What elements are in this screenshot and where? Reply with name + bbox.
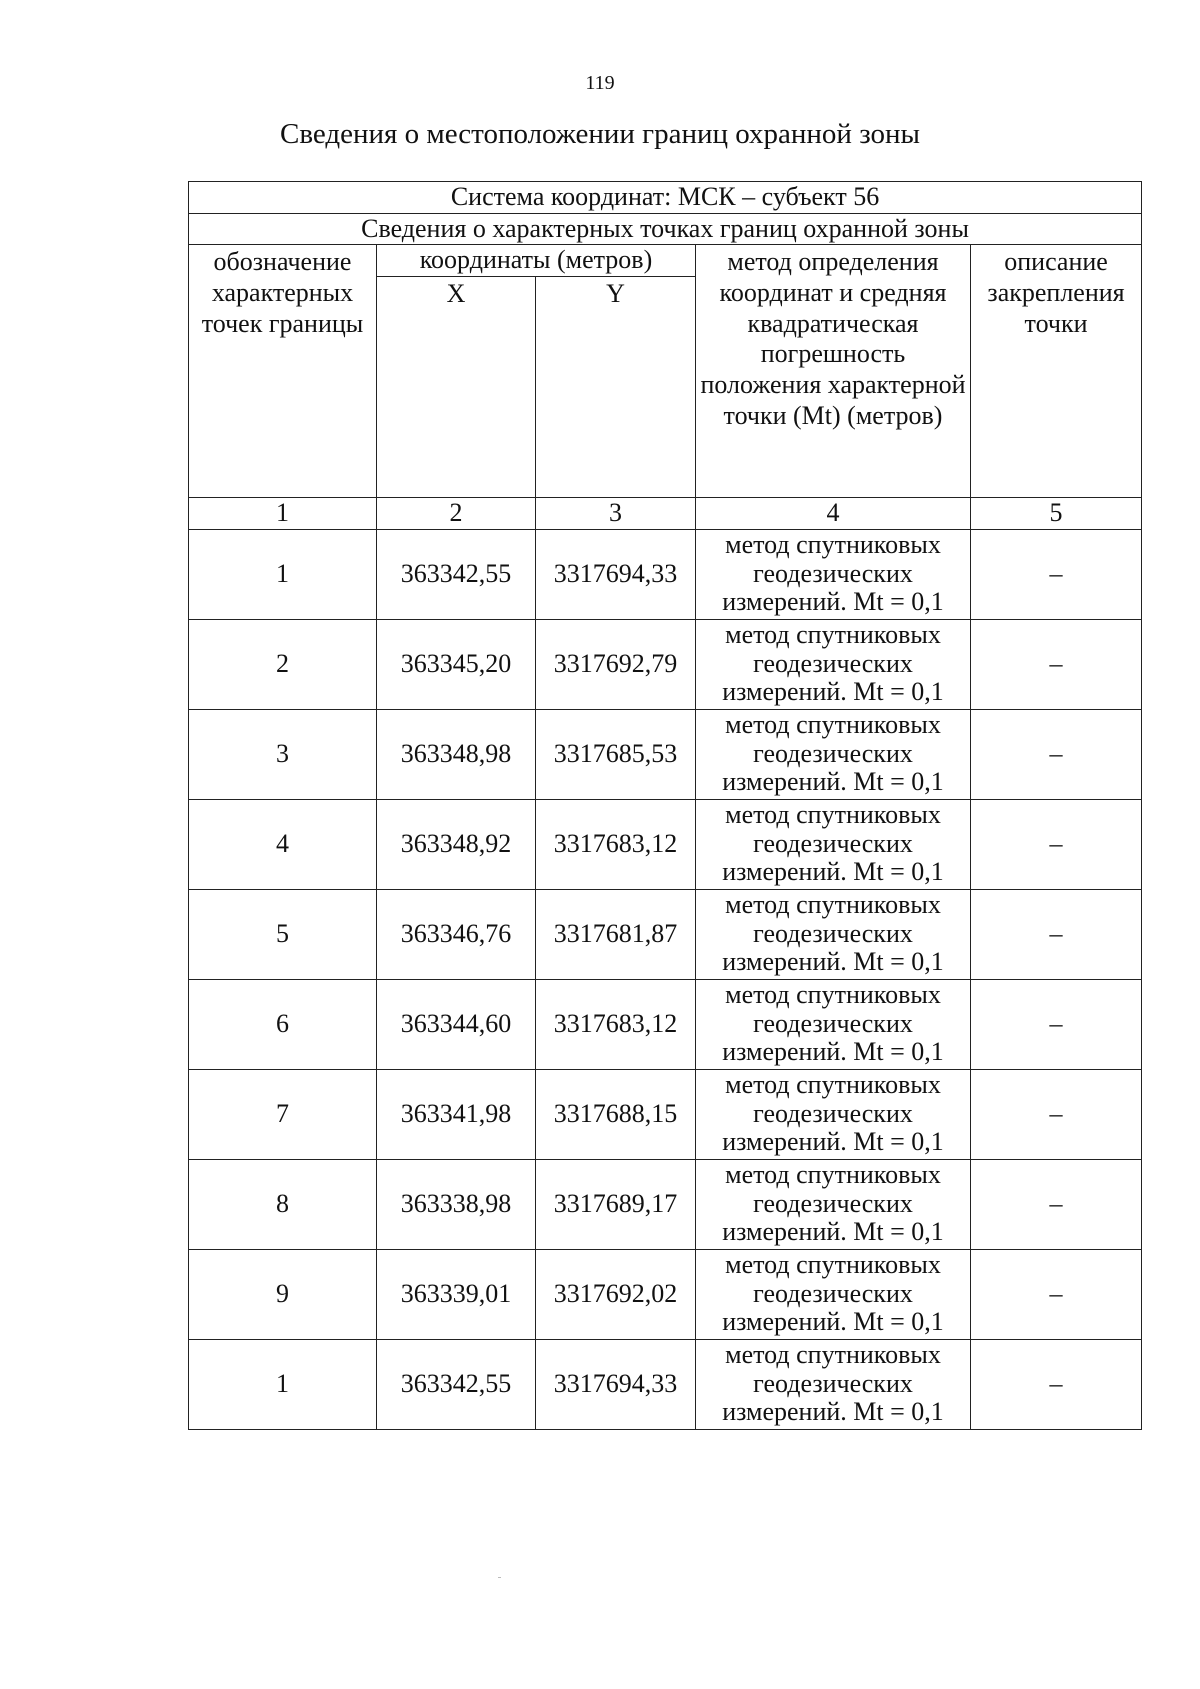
point-number-cell: 7 — [189, 1069, 377, 1159]
method-cell — [696, 1339, 971, 1429]
method-cell — [696, 619, 971, 709]
method-cell — [696, 1069, 971, 1159]
scan-speck — [498, 1577, 501, 1578]
point-number-cell: 2 — [189, 619, 377, 709]
page-title: Сведения о местоположении границ охранной зоны — [279, 118, 920, 150]
table-row — [189, 1339, 1142, 1429]
method-line: измерений. Mt = 0,1 — [722, 947, 944, 977]
method-line: геодезических — [753, 1098, 913, 1128]
method-line: геодезических — [753, 648, 913, 678]
description-cell: – — [971, 709, 1142, 799]
method-line: метод спутниковых — [725, 1340, 941, 1370]
header-method: метод определения координат и средняя квадратическая погрешность положения характерной точки (Mt) (метров) — [696, 245, 971, 498]
header-row — [189, 245, 1142, 277]
description-cell: – — [971, 799, 1142, 889]
table-row — [189, 709, 1142, 799]
method-cell — [696, 529, 971, 619]
table-row — [189, 979, 1142, 1069]
method-line: измерений. Mt = 0,1 — [722, 1397, 944, 1427]
method-line: измерений. Mt = 0,1 — [722, 1217, 944, 1247]
method-cell — [696, 709, 971, 799]
column-number-1: 1 — [189, 498, 377, 530]
description-cell: – — [971, 619, 1142, 709]
table-subtitle-row — [189, 213, 1142, 245]
y-coordinate-cell: 3317683,12 — [536, 799, 696, 889]
table-row — [189, 529, 1142, 619]
x-coordinate-cell: 363342,55 — [377, 529, 536, 619]
method-line: метод спутниковых — [725, 980, 941, 1010]
coordinate-system-row — [189, 182, 1142, 214]
description-cell: – — [971, 889, 1142, 979]
header-coordinates: координаты (метров) — [377, 245, 696, 277]
x-coordinate-cell: 363338,98 — [377, 1159, 536, 1249]
method-line: геодезических — [753, 828, 913, 858]
point-number-cell: 5 — [189, 889, 377, 979]
column-number-3: 3 — [536, 498, 696, 530]
description-cell: – — [971, 1249, 1142, 1339]
table-row — [189, 1159, 1142, 1249]
description-cell: – — [971, 529, 1142, 619]
header-y: Y — [536, 277, 696, 498]
method-cell — [696, 979, 971, 1069]
x-coordinate-cell: 363346,76 — [377, 889, 536, 979]
method-line: метод спутниковых — [725, 1160, 941, 1190]
method-line: метод спутниковых — [725, 620, 941, 650]
description-cell: – — [971, 1159, 1142, 1249]
method-line: геодезических — [753, 1278, 913, 1308]
method-line: измерений. Mt = 0,1 — [722, 767, 944, 797]
method-line: метод спутниковых — [725, 710, 941, 740]
description-cell: – — [971, 1339, 1142, 1429]
method-line: геодезических — [753, 738, 913, 768]
y-coordinate-cell: 3317685,53 — [536, 709, 696, 799]
method-line: метод спутниковых — [725, 530, 941, 560]
table-row — [189, 799, 1142, 889]
method-line: геодезических — [753, 1008, 913, 1038]
table-row — [189, 1249, 1142, 1339]
point-number-cell: 3 — [189, 709, 377, 799]
x-coordinate-cell: 363344,60 — [377, 979, 536, 1069]
method-line: измерений. Mt = 0,1 — [722, 1037, 944, 1067]
method-line: измерений. Mt = 0,1 — [722, 587, 944, 617]
point-number-cell: 6 — [189, 979, 377, 1069]
point-number-cell: 9 — [189, 1249, 377, 1339]
page-number: 119 — [585, 72, 615, 94]
x-coordinate-cell: 363342,55 — [377, 1339, 536, 1429]
y-coordinate-cell: 3317692,02 — [536, 1249, 696, 1339]
method-line: метод спутниковых — [725, 890, 941, 920]
header-x: X — [377, 277, 536, 498]
y-coordinate-cell: 3317694,33 — [536, 1339, 696, 1429]
coordinates-table-body — [189, 182, 1142, 1430]
y-coordinate-cell: 3317692,79 — [536, 619, 696, 709]
x-coordinate-cell: 363339,01 — [377, 1249, 536, 1339]
column-numbers-row — [189, 498, 1142, 530]
y-coordinate-cell: 3317683,12 — [536, 979, 696, 1069]
table-row — [189, 1069, 1142, 1159]
table-row — [189, 619, 1142, 709]
table-subtitle: Сведения о характерных точках границ охранной зоны — [189, 213, 1142, 245]
y-coordinate-cell: 3317689,17 — [536, 1159, 696, 1249]
point-number-cell: 8 — [189, 1159, 377, 1249]
method-line: геодезических — [753, 1188, 913, 1218]
header-designation: обозначение характерных точек границы — [189, 245, 377, 498]
method-line: геодезических — [753, 558, 913, 588]
point-number-cell: 4 — [189, 799, 377, 889]
x-coordinate-cell: 363348,98 — [377, 709, 536, 799]
method-line: метод спутниковых — [725, 1250, 941, 1280]
x-coordinate-cell: 363345,20 — [377, 619, 536, 709]
point-number-cell: 1 — [189, 529, 377, 619]
method-line: метод спутниковых — [725, 1070, 941, 1100]
description-cell: – — [971, 979, 1142, 1069]
y-coordinate-cell: 3317688,15 — [536, 1069, 696, 1159]
method-cell — [696, 1249, 971, 1339]
method-line: измерений. Mt = 0,1 — [722, 1127, 944, 1157]
method-cell — [696, 799, 971, 889]
method-line: измерений. Mt = 0,1 — [722, 857, 944, 887]
x-coordinate-cell: 363348,92 — [377, 799, 536, 889]
method-line: метод спутниковых — [725, 800, 941, 830]
point-number-cell: 1 — [189, 1339, 377, 1429]
y-coordinate-cell: 3317694,33 — [536, 529, 696, 619]
method-line: геодезических — [753, 1368, 913, 1398]
column-number-5: 5 — [971, 498, 1142, 530]
coordinates-table — [188, 181, 1142, 1430]
method-cell — [696, 1159, 971, 1249]
y-coordinate-cell: 3317681,87 — [536, 889, 696, 979]
column-number-2: 2 — [377, 498, 536, 530]
x-coordinate-cell: 363341,98 — [377, 1069, 536, 1159]
method-line: измерений. Mt = 0,1 — [722, 677, 944, 707]
column-number-4: 4 — [696, 498, 971, 530]
coordinate-system-label: Система координат: МСК – субъект 56 — [189, 182, 1142, 214]
table-row — [189, 889, 1142, 979]
header-description: описание закрепления точки — [971, 245, 1142, 498]
method-line: измерений. Mt = 0,1 — [722, 1307, 944, 1337]
method-line: геодезических — [753, 918, 913, 948]
description-cell: – — [971, 1069, 1142, 1159]
method-cell — [696, 889, 971, 979]
